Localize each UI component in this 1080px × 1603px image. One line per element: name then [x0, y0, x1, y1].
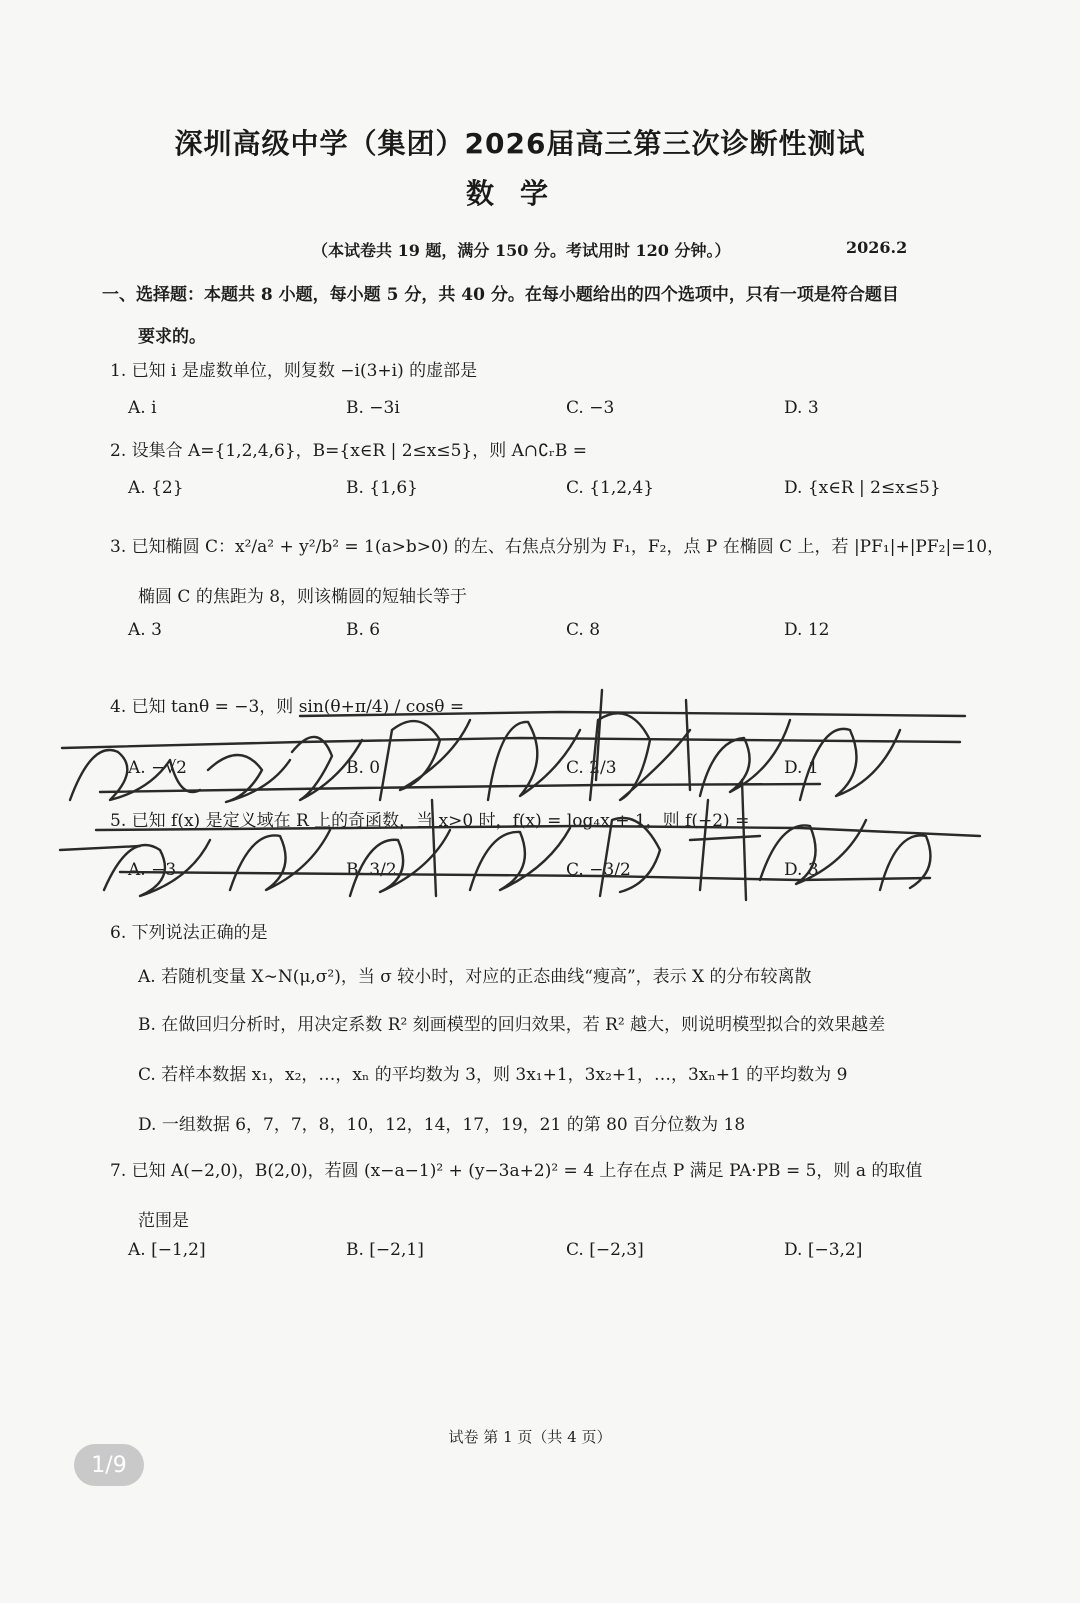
exam-note: （本试卷共 19 题，满分 150 分。考试用时 120 分钟。） — [312, 241, 731, 260]
q4-option-d: D. 1 — [784, 758, 819, 778]
q1-option-b: B. −3i — [346, 398, 400, 418]
q6-option-a: A. 若随机变量 X∼N(μ,σ²)，当 σ 较小时，对应的正态曲线“瘦高”，表示 X 的分布较离散 — [138, 967, 812, 987]
q6-option-b: B. 在做回归分析时，用决定系数 R² 刻画模型的回归效果，若 R² 越大，则说明模型拟合的效果越差 — [138, 1015, 886, 1035]
question-7: 7. 已知 A(−2,0)，B(2,0)，若圆 (x−a−1)² + (y−3a+2)² = 4 上存在点 P 满足 PA·PB = 5，则 a 的取值 — [110, 1161, 923, 1181]
q6-option-d: D. 一组数据 6，7，7，8，10，12，14，17，19，21 的第 80 百分位数为 18 — [138, 1115, 746, 1135]
q1-option-c: C. −3 — [566, 398, 615, 418]
q5-option-d: D. 3 — [784, 860, 819, 880]
question-5: 5. 已知 f(x) 是定义域在 R 上的奇函数，当 x>0 时，f(x) = log₄x + 1，则 f(−2) = — [110, 811, 750, 831]
question-7-cont: 范围是 — [138, 1211, 189, 1231]
q2-option-d: D. {x∈R | 2≤x≤5} — [784, 478, 941, 498]
q4-option-b: B. 0 — [346, 758, 381, 778]
question-3: 3. 已知椭圆 C：x²/a² + y²/b² = 1(a>b>0) 的左、右焦点分别为 F₁，F₂，点 P 在椭圆 C 上，若 |PF₁|+|PF₂|=10， — [110, 537, 1005, 557]
q1-option-a: A. i — [128, 398, 157, 418]
q3-option-c: C. 8 — [566, 620, 601, 640]
question-4: 4. 已知 tanθ = −3，则 sin(θ+π/4) / cosθ = — [110, 697, 465, 717]
q2-option-a: A. {2} — [128, 478, 184, 498]
q5-option-a: A. −3 — [128, 860, 177, 880]
q3-option-a: A. 3 — [128, 620, 162, 640]
q3-option-d: D. 12 — [784, 620, 830, 640]
q7-option-a: A. [−1,2] — [128, 1240, 206, 1260]
q2-option-b: B. {1,6} — [346, 478, 418, 498]
q4-option-c: C. 2/3 — [566, 758, 617, 778]
q4-option-a: A. −√2 — [128, 758, 187, 778]
q7-option-d: D. [−3,2] — [784, 1240, 863, 1260]
q2-option-c: C. {1,2,4} — [566, 478, 655, 498]
exam-date: 2026.2 — [846, 238, 908, 257]
q6-option-c: C. 若样本数据 x₁，x₂，…，xₙ 的平均数为 3，则 3x₁+1，3x₂+1，…，3xₙ+1 的平均数为 9 — [138, 1065, 848, 1085]
question-6: 6. 下列说法正确的是 — [110, 923, 268, 943]
q5-option-b: B. 3/2 — [346, 860, 397, 880]
q3-option-b: B. 6 — [346, 620, 381, 640]
section-heading-cont: 要求的。 — [138, 327, 206, 347]
question-1: 1. 已知 i 是虚数单位，则复数 −i(3+i) 的虚部是 — [110, 361, 478, 381]
page-indicator[interactable]: 1/9 — [74, 1444, 144, 1486]
exam-subject: 数学 — [465, 177, 574, 210]
exam-title: 深圳高级中学（集团）2026届高三第三次诊断性测试 — [174, 127, 866, 160]
question-2: 2. 设集合 A={1,2,4,6}，B={x∈R | 2≤x≤5}，则 A∩∁ᵣB = — [110, 441, 588, 461]
q1-option-d: D. 3 — [784, 398, 819, 418]
q7-option-c: C. [−2,3] — [566, 1240, 644, 1260]
q5-option-c: C. −3/2 — [566, 860, 631, 880]
q7-option-b: B. [−2,1] — [346, 1240, 424, 1260]
section-heading: 一、选择题：本题共 8 小题，每小题 5 分，共 40 分。在每小题给出的四个选项中，只有一项是符合题目 — [102, 285, 899, 305]
question-3-cont: 椭圆 C 的焦距为 8，则该椭圆的短轴长等于 — [138, 587, 468, 607]
page-footer: 试卷 第 1 页（共 4 页） — [448, 1428, 612, 1446]
